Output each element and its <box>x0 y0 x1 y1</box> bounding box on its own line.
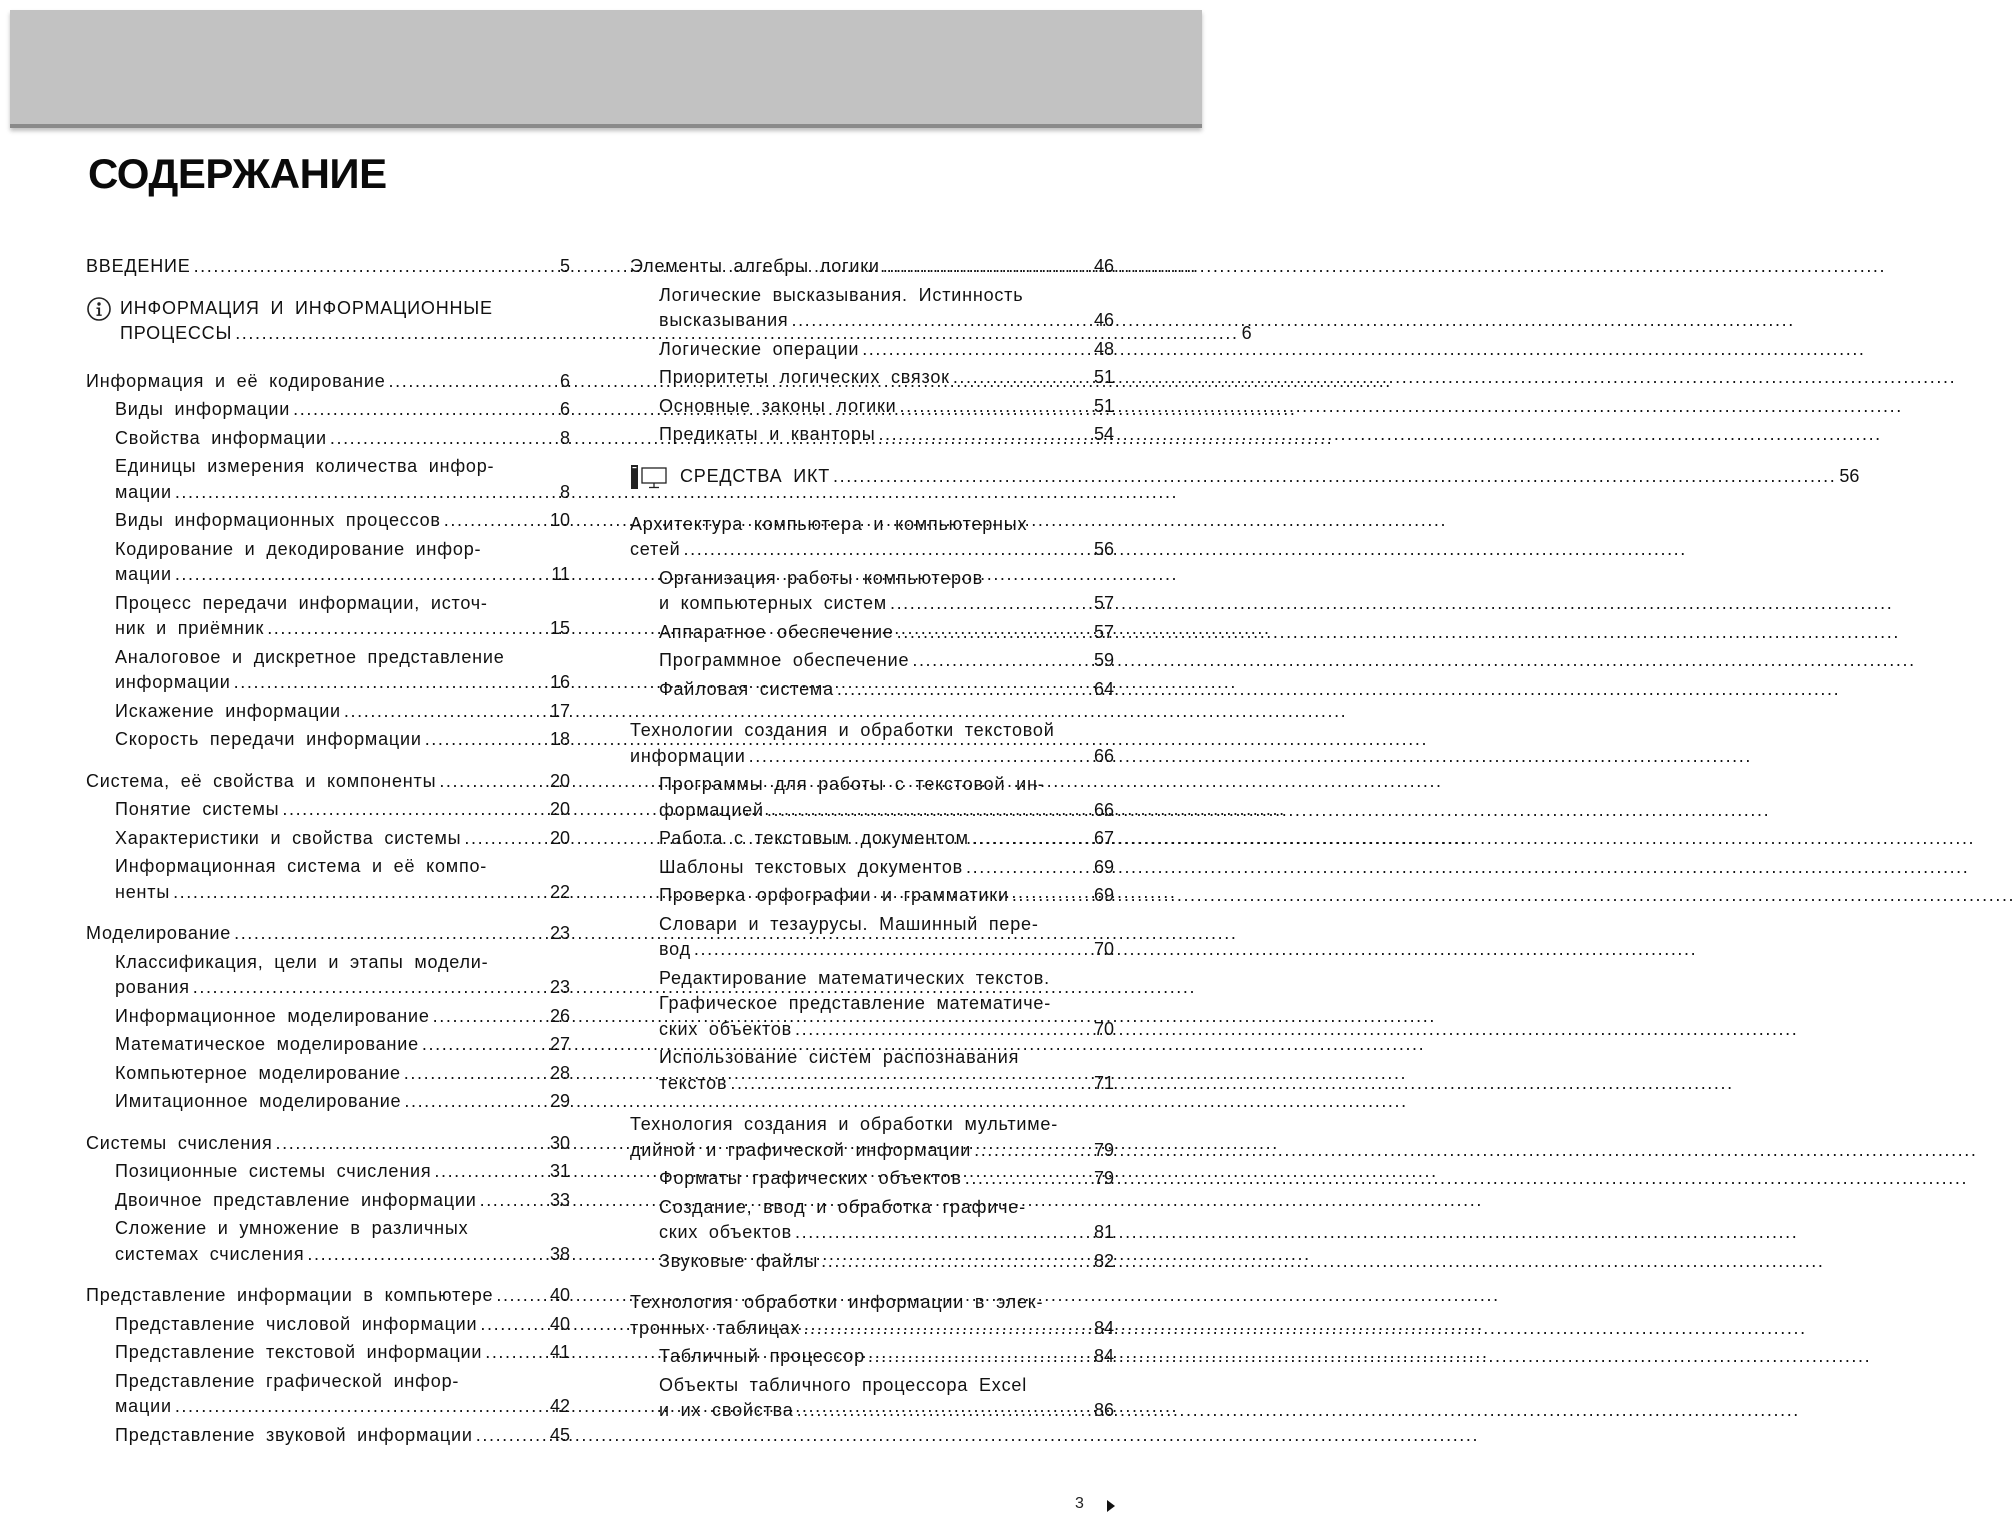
toc-entry-text: Технология создания и обработки мультиме- <box>630 1114 1058 1134</box>
toc-page-number: 57 <box>1093 593 1114 613</box>
toc-subsection-entry[interactable] <box>630 1249 1114 1275</box>
toc-entry-text: Позиционные системы счисления <box>115 1161 432 1181</box>
toc-entry-text: Создание, ввод и обработка графиче- <box>659 1196 1026 1217</box>
toc-page-number: 64 <box>1093 678 1114 699</box>
toc-entry-text: Организация работы компьютеров <box>659 567 984 588</box>
toc-entry-text: Проверка орфографии и грамматики <box>659 885 1009 905</box>
dot-leader <box>965 1166 1091 1192</box>
toc-section <box>630 718 1114 1096</box>
toc-subsection-entry[interactable] <box>630 394 1114 420</box>
toc-page-number: 56 <box>1839 465 1860 486</box>
toc-subsection-entry[interactable] <box>86 1340 570 1366</box>
dot-leader <box>821 1249 1091 1275</box>
toc-entry-text: ПРОЦЕССЫ <box>120 323 233 343</box>
dot-leader <box>193 975 547 1001</box>
toc-subsection-entry[interactable] <box>86 1159 570 1185</box>
toc-section <box>86 921 570 1115</box>
dot-leader <box>862 337 1091 363</box>
dot-leader <box>974 1138 1091 1164</box>
toc-page-number: 54 <box>1093 424 1114 444</box>
toc-chapter <box>630 464 1860 490</box>
toc-page-number: 5 <box>559 256 570 276</box>
toc-subsection-entry[interactable] <box>86 826 570 852</box>
info-circle-icon <box>86 296 120 322</box>
toc-page-number: 40 <box>549 1313 570 1334</box>
dot-leader <box>795 1220 1091 1246</box>
toc-page-number: 31 <box>549 1161 570 1181</box>
toc-page-number: 22 <box>549 881 570 902</box>
toc-entry-text: ненты <box>115 881 171 902</box>
toc-subsection-entry[interactable] <box>630 966 1114 1043</box>
toc-entry-text: Представление числовой информации <box>115 1313 478 1334</box>
toc-section-entry[interactable] <box>86 921 570 947</box>
page-number: 3 <box>1075 1495 1084 1512</box>
dot-leader <box>730 1071 1091 1097</box>
dot-leader <box>175 480 557 506</box>
dot-leader <box>267 616 547 642</box>
toc-page-number: 51 <box>1093 367 1114 387</box>
toc-entry-text: СРЕДСТВА ИКТ <box>680 465 831 486</box>
toc-section <box>630 254 1114 448</box>
toc-entry-text: Искажение информации <box>115 700 341 721</box>
dot-leader <box>953 365 1091 391</box>
toc-subsection-entry[interactable] <box>630 422 1114 448</box>
toc-page-number: 26 <box>549 1005 570 1026</box>
dot-leader <box>480 1312 547 1338</box>
toc-entry-text: Представление информации в компьютере <box>86 1285 494 1305</box>
toc-page-number: 69 <box>1093 885 1114 905</box>
toc-entry-text: высказывания <box>659 310 789 330</box>
toc-page-number: 46 <box>1093 256 1114 276</box>
toc-subsection-entry[interactable] <box>86 854 570 905</box>
toc-entry-text: Представление текстовой информации <box>115 1342 483 1362</box>
toc-entry-text: Процесс передачи информации, источ- <box>115 592 488 613</box>
toc-subsection-entry[interactable] <box>630 826 1114 852</box>
toc-section <box>630 1290 1114 1424</box>
toc-entry-text: Информационное моделирование <box>115 1005 430 1026</box>
toc-subsection-entry[interactable] <box>86 645 570 696</box>
toc-page-number: 6 <box>559 399 570 419</box>
toc-subsection-entry[interactable] <box>86 426 570 452</box>
toc-subsection-entry[interactable] <box>630 283 1114 334</box>
dot-leader <box>194 254 557 280</box>
dot-leader <box>175 1394 547 1420</box>
toc-subsection-entry[interactable] <box>630 1373 1114 1424</box>
toc-subsection-entry[interactable] <box>630 855 1114 881</box>
dot-leader <box>791 308 1090 334</box>
toc-page-number: 59 <box>1093 650 1114 670</box>
toc-page-number: 45 <box>549 1424 570 1445</box>
toc-entry-text: Информация и её кодирование <box>86 370 386 391</box>
toc-entry-text: Классификация, цели и этапы модели- <box>115 951 489 972</box>
toc-entry-text: информации <box>630 745 746 766</box>
toc-entry-text: ВВЕДЕНИЕ <box>86 256 191 276</box>
toc-page-number: 81 <box>1093 1222 1114 1242</box>
dot-leader <box>972 826 1091 852</box>
toc-entry-text: мации <box>115 481 172 502</box>
toc-section-entry[interactable] <box>630 1112 1114 1163</box>
toc-entry-text: Сложение и умножение в различных <box>115 1218 469 1238</box>
toc-page-number: 70 <box>1093 939 1114 959</box>
toc-subsection-entry[interactable] <box>630 365 1114 391</box>
toc-entry-text: информации <box>115 672 231 692</box>
toc-page-number: 16 <box>549 672 570 692</box>
toc-subsection-entry[interactable] <box>630 337 1114 363</box>
dot-leader <box>795 1017 1091 1043</box>
toc-entry-text: Имитационное моделирование <box>115 1091 402 1111</box>
dot-leader <box>833 464 1836 490</box>
dot-leader <box>330 426 557 452</box>
toc-section <box>86 254 570 280</box>
toc-section <box>86 369 570 753</box>
toc-page-number: 6 <box>1241 323 1252 343</box>
toc-entry-text: Виды информации <box>115 399 291 419</box>
toc-section-entry[interactable] <box>86 1283 570 1309</box>
dot-leader <box>425 727 547 753</box>
toc-page-number: 29 <box>549 1091 570 1111</box>
toc-entry-text: мации <box>115 1396 172 1416</box>
dot-leader <box>293 397 557 423</box>
toc-subsection-entry[interactable] <box>86 454 570 505</box>
dot-leader <box>684 537 1091 563</box>
toc-entry-text: Логические высказывания. Истинность <box>659 284 1024 305</box>
toc-entry-text: вод <box>659 939 691 959</box>
toc-page-number: 8 <box>559 481 570 502</box>
toc-page-number: 20 <box>549 799 570 819</box>
toc-entry-text: Программы для работы с текстовой ин- <box>659 774 1045 794</box>
dot-leader <box>890 591 1091 617</box>
toc-entry-text: Свойства информации <box>115 427 327 448</box>
dot-leader <box>282 797 547 823</box>
toc-page-number: 51 <box>1093 395 1114 416</box>
toc-subsection-entry[interactable] <box>86 508 570 534</box>
toc-entry-text: Табличный процессор <box>659 1346 865 1366</box>
toc-chapter-entry[interactable] <box>630 464 1860 490</box>
dot-leader <box>434 1159 547 1185</box>
toc-subsection-entry[interactable] <box>630 1166 1114 1192</box>
toc-entry-text: рования <box>115 977 190 997</box>
toc-entry-text: Кодирование и декодирование инфор- <box>115 538 482 559</box>
toc-page-number: 66 <box>1093 745 1114 766</box>
toc-page-number: 57 <box>1093 621 1114 642</box>
toc-subsection-entry[interactable] <box>630 566 1114 617</box>
dot-leader <box>496 1283 547 1309</box>
dot-leader <box>878 422 1091 448</box>
toc-entry-text: Технологии создания и обработки текстовой <box>630 720 1055 740</box>
toc-entry-text: Системы счисления <box>86 1132 273 1153</box>
toc-section-entry[interactable] <box>86 769 570 795</box>
toc-entry-text: Представление графической инфор- <box>115 1370 460 1391</box>
toc-entry-text: Единицы измерения количества инфор- <box>115 456 495 476</box>
dot-leader <box>422 1032 547 1058</box>
toc-entry-text: Звуковые файлы <box>659 1250 819 1271</box>
dot-leader <box>404 1089 547 1115</box>
toc-page-number: 20 <box>549 827 570 848</box>
toc-section-entry[interactable] <box>86 369 570 395</box>
dot-leader <box>694 937 1091 963</box>
dot-leader <box>464 826 547 852</box>
toc-subsection-entry[interactable] <box>630 1344 1114 1370</box>
toc-entry-text: Файловая система <box>659 678 834 699</box>
toc-subsection-entry[interactable] <box>630 772 1114 823</box>
toc-entry-text: Графическое представление математиче- <box>659 993 1052 1013</box>
toc-page-number: 40 <box>549 1285 570 1305</box>
toc-entry-text: текстов <box>659 1072 728 1093</box>
toc-subsection-entry[interactable] <box>630 883 1114 909</box>
toc-entry-text: Двоичное представление информации <box>115 1189 477 1210</box>
dot-leader <box>276 1131 547 1157</box>
toc-section-entry[interactable] <box>630 718 1114 769</box>
toc-page-number: 6 <box>559 370 570 391</box>
toc-page-number: 11 <box>551 564 570 584</box>
next-page-arrow-icon[interactable] <box>1106 1499 1116 1513</box>
dot-leader <box>444 508 547 534</box>
toc-page-number: 71 <box>1093 1072 1114 1093</box>
toc-subsection-entry[interactable] <box>86 591 570 642</box>
toc-page-number: 38 <box>549 1243 570 1264</box>
toc-page-number: 67 <box>1093 828 1114 848</box>
toc-page-number: 79 <box>1093 1168 1114 1188</box>
dot-leader <box>837 677 1091 703</box>
toc-entry-text: Понятие системы <box>115 799 280 819</box>
toc-entry-text: Аппаратное обеспечение <box>659 621 894 642</box>
toc-page-number: 30 <box>549 1132 570 1153</box>
toc-entry-text: Объекты табличного процессора Excel <box>659 1374 1027 1395</box>
toc-page-number: 84 <box>1093 1317 1114 1338</box>
toc-entry-text: Элементы алгебры логики <box>630 256 880 276</box>
toc-entry-text: Математическое моделирование <box>115 1034 419 1054</box>
toc-page-number: 18 <box>549 729 570 749</box>
dot-leader <box>767 798 1091 824</box>
toc-entry-text: Работа с текстовым документом <box>659 828 969 848</box>
toc-entry-text: Основные законы логики <box>659 395 897 416</box>
dot-leader <box>749 744 1091 770</box>
toc-entry-text: Моделирование <box>86 923 232 943</box>
toc-subsection-entry[interactable] <box>86 1032 570 1058</box>
toc-page-number: 42 <box>549 1396 570 1416</box>
toc-page-number: 69 <box>1093 856 1114 877</box>
toc-entry-text: Словари и тезаурусы. Машинный пере- <box>659 913 1039 934</box>
toc-page-number: 56 <box>1093 539 1114 559</box>
toc-entry-text: сетей <box>630 539 681 559</box>
toc-subsection-entry[interactable] <box>630 677 1114 703</box>
dot-leader <box>344 699 547 725</box>
toc-subsection-entry[interactable] <box>86 397 570 423</box>
toc-entry-text: дийной и графической информации <box>630 1139 972 1160</box>
toc-section <box>86 1283 570 1448</box>
dot-leader <box>307 1242 547 1268</box>
toc-entry-text: ник и приёмник <box>115 618 265 638</box>
toc-entry-text: Система, её свойства и компоненты <box>86 770 437 791</box>
toc-page-number: 27 <box>549 1034 570 1054</box>
toc-entry-text: Приоритеты логических связок <box>659 367 950 387</box>
toc-subsection-entry[interactable] <box>630 648 1114 674</box>
toc-section-entry[interactable] <box>630 254 1114 280</box>
dot-leader <box>868 1344 1091 1370</box>
toc-entry-text: Информационная система и её компо- <box>115 856 488 876</box>
toc-subsection-entry[interactable] <box>86 1312 570 1338</box>
toc-entry-text: Скорость передачи информации <box>115 729 422 749</box>
toc-entry-text: формацией <box>659 799 764 820</box>
toc-subsection-entry[interactable] <box>86 950 570 1001</box>
toc-section-entry[interactable] <box>86 254 570 280</box>
toc-entry-text: Архитектура компьютера и компьютерных <box>630 513 1028 534</box>
toc-page-number: 23 <box>549 977 570 997</box>
toc-entry-text: ских объектов <box>659 1018 793 1039</box>
dot-leader <box>480 1188 547 1214</box>
dot-leader <box>173 880 547 906</box>
toc-page-number: 17 <box>549 700 570 721</box>
toc-page-number: 8 <box>559 427 570 448</box>
toc-entry-text: и их свойства <box>659 1400 794 1420</box>
dot-leader <box>900 394 1091 420</box>
dot-leader <box>439 769 547 795</box>
toc-page-number: 70 <box>1093 1018 1114 1039</box>
header-band <box>10 10 1202 128</box>
toc-page-number: 46 <box>1093 310 1114 330</box>
toc-entry-text: Аналоговое и дискретное представление <box>115 646 505 667</box>
toc-subsection-entry[interactable] <box>630 912 1114 963</box>
toc-subsection-entry[interactable] <box>86 1216 570 1267</box>
dot-leader <box>485 1340 547 1366</box>
toc-subsection-entry[interactable] <box>86 1188 570 1214</box>
toc-entry-text: Характеристики и свойства системы <box>115 827 462 848</box>
toc-page-number: 84 <box>1093 1346 1114 1366</box>
dot-leader <box>476 1423 547 1449</box>
toc-page-number: 23 <box>549 923 570 943</box>
dot-leader <box>803 1316 1091 1342</box>
toc-page-number: 15 <box>549 618 570 638</box>
toc-page-number: 10 <box>549 510 570 530</box>
toc-entry-text: Предикаты и кванторы <box>659 424 876 444</box>
toc-section <box>630 1112 1114 1274</box>
toc-entry-text: системах счисления <box>115 1243 305 1264</box>
toc-page-number: 66 <box>1093 799 1114 820</box>
toc-page-number: 79 <box>1093 1139 1114 1160</box>
dot-leader <box>433 1004 547 1030</box>
dot-leader <box>234 670 547 696</box>
toc-entry-text: и компьютерных систем <box>659 593 887 613</box>
toc-entry-text: ских объектов <box>659 1222 793 1242</box>
toc-section <box>86 1131 570 1268</box>
toc-subsection-entry[interactable] <box>86 1089 570 1115</box>
toc-section-entry[interactable] <box>630 1290 1114 1341</box>
toc-entry-text: Технология обработки информации в элек- <box>630 1292 1044 1312</box>
dot-leader <box>883 254 1091 280</box>
toc-subsection-entry[interactable] <box>86 1004 570 1030</box>
dot-leader <box>912 648 1091 674</box>
dot-leader <box>897 620 1091 646</box>
toc-entry-text: Редактирование математических текстов. <box>659 967 1050 988</box>
toc-subsection-entry[interactable] <box>86 727 570 753</box>
toc-subsection-entry[interactable] <box>630 1045 1114 1096</box>
toc-entry-text: Виды информационных процессов <box>115 510 441 530</box>
toc-subsection-entry[interactable] <box>86 797 570 823</box>
toc-page-number: 82 <box>1093 1250 1114 1271</box>
toc-page-number: 41 <box>549 1342 570 1362</box>
toc-entry-text: Логические операции <box>659 338 860 359</box>
toc-right-column <box>630 254 1860 1440</box>
dot-leader <box>966 855 1091 881</box>
toc-section-entry[interactable] <box>630 512 1114 563</box>
toc-page-number: 48 <box>1093 338 1114 359</box>
dot-leader <box>389 369 557 395</box>
toc-section <box>86 769 570 906</box>
toc-subsection-entry[interactable] <box>86 537 570 588</box>
dot-leader <box>234 921 547 947</box>
toc-page-number: 86 <box>1093 1400 1114 1420</box>
toc-subsection-entry[interactable] <box>86 1061 570 1087</box>
toc-entry-text: Использование систем распознавания <box>659 1047 1020 1067</box>
toc-section-entry[interactable] <box>86 1131 570 1157</box>
toc-section <box>630 512 1114 703</box>
dot-leader <box>404 1061 547 1087</box>
dot-leader <box>1012 883 1091 909</box>
dot-leader <box>797 1398 1091 1424</box>
toc-entry-text: Программное обеспечение <box>659 650 910 670</box>
toc-subsection-entry[interactable] <box>86 1369 570 1420</box>
toc-entry-text: Форматы графических объектов <box>659 1168 962 1188</box>
toc-entry-text: Шаблоны текстовых документов <box>659 856 964 877</box>
toc-subsection-entry[interactable] <box>86 1423 570 1449</box>
computer-icon <box>630 464 680 490</box>
toc-entry-text: Представление звуковой информации <box>115 1424 473 1445</box>
page-title: СОДЕРЖАНИЕ <box>88 150 387 197</box>
toc-entry-text: ИНФОРМАЦИЯ И ИНФОРМАЦИОННЫЕ <box>120 297 493 318</box>
toc-entry-text: Компьютерное моделирование <box>115 1062 401 1083</box>
toc-subsection-entry[interactable] <box>630 620 1114 646</box>
toc-subsection-entry[interactable] <box>86 699 570 725</box>
toc-entry-text: мации <box>115 564 172 584</box>
toc-page-number: 33 <box>549 1189 570 1210</box>
toc-page-number: 28 <box>549 1062 570 1083</box>
toc-entry-text: тронных таблицах <box>630 1317 801 1338</box>
dot-leader <box>175 562 549 588</box>
toc-page-number: 20 <box>549 770 570 791</box>
toc-subsection-entry[interactable] <box>630 1195 1114 1246</box>
